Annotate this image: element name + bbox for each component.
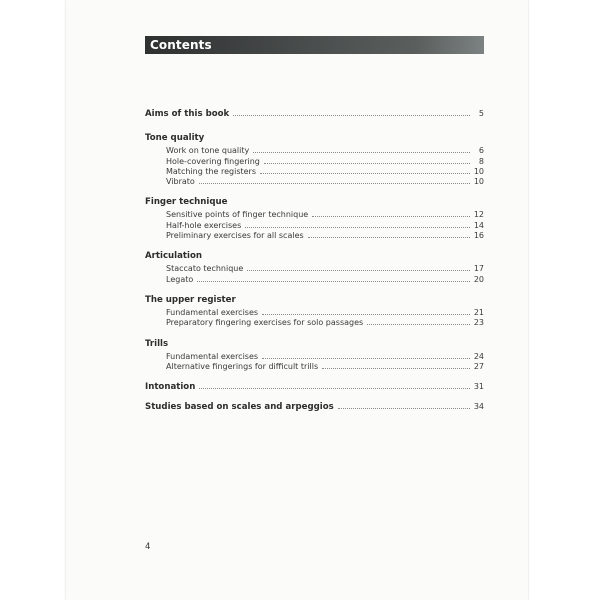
dot-leader xyxy=(245,221,470,228)
dot-leader xyxy=(247,264,470,271)
toc-entry-label: Intonation xyxy=(145,382,196,393)
dot-leader xyxy=(312,210,470,217)
dot-leader xyxy=(233,109,470,116)
toc-entry-page: 8 xyxy=(478,156,484,166)
toc-entry-label: Studies based on scales and arpeggios xyxy=(145,402,334,413)
dot-leader xyxy=(260,167,470,174)
toc-entry-label: Matching the registers xyxy=(166,166,257,176)
toc-entry-label: Vibrato xyxy=(166,177,195,187)
toc-entry-page: 23 xyxy=(473,318,484,328)
toc-entry-label: Work on tone quality xyxy=(166,146,250,156)
dot-leader xyxy=(253,146,470,153)
toc-entry xyxy=(145,221,484,231)
toc-entry-page: 5 xyxy=(478,109,484,118)
toc-entry-label: Preparatory fingering exercises for solo passages xyxy=(166,318,364,328)
contents-header xyxy=(145,36,484,54)
toc-entry-page: 12 xyxy=(473,210,484,220)
toc-entry-studies xyxy=(145,402,484,412)
toc-section-title: Articulation xyxy=(145,251,202,262)
toc-section-title: The upper register xyxy=(145,294,236,305)
toc-entry-page: 24 xyxy=(473,351,484,361)
dot-leader xyxy=(322,362,470,369)
toc-entry-page: 14 xyxy=(473,220,484,230)
dot-leader xyxy=(308,231,470,238)
toc-entry-page: 20 xyxy=(473,274,484,284)
toc-section-articulation xyxy=(145,251,484,285)
dot-leader xyxy=(338,402,470,409)
toc-entry xyxy=(145,157,484,167)
dot-leader xyxy=(199,382,469,389)
toc-entry-label: Aims of this book xyxy=(145,109,230,119)
dot-leader xyxy=(199,177,470,184)
toc-section-trills xyxy=(145,339,484,373)
toc-section-finger-technique xyxy=(145,197,484,241)
dot-leader xyxy=(367,318,470,325)
toc-entry xyxy=(145,231,484,241)
toc-entry-label: Sensitive points of finger technique xyxy=(166,210,309,220)
toc-entry xyxy=(145,362,484,372)
page-title: Contents xyxy=(150,38,212,52)
toc-entry-label: Staccato technique xyxy=(166,264,244,274)
toc-section-title: Finger technique xyxy=(145,197,228,208)
toc-entry-page: 21 xyxy=(473,307,484,317)
toc-section-tone-quality xyxy=(145,133,484,187)
toc-entry xyxy=(145,308,484,318)
toc-entry-label: Alternative fingerings for difficult trills xyxy=(166,361,319,371)
toc-entry-page: 27 xyxy=(473,361,484,371)
toc-entry xyxy=(145,318,484,328)
toc-entry-page: 6 xyxy=(478,146,484,156)
toc-entry xyxy=(145,177,484,187)
toc-entry-label: Fundamental exercises xyxy=(166,351,259,361)
toc-entry-page: 10 xyxy=(473,166,484,176)
toc-entry xyxy=(145,167,484,177)
toc-entry-intonation xyxy=(145,382,484,392)
toc-entry xyxy=(145,275,484,285)
toc-entry xyxy=(145,210,484,220)
toc-entry-page: 10 xyxy=(473,177,484,187)
toc-entry-page: 16 xyxy=(473,231,484,241)
toc-entry-label: Preliminary exercises for all scales xyxy=(166,231,304,241)
toc-entry-label: Fundamental exercises xyxy=(166,307,259,317)
toc-section-title: Trills xyxy=(145,338,169,349)
dot-leader xyxy=(262,308,470,315)
toc-entry-label: Legato xyxy=(166,274,194,284)
toc-entry-aims xyxy=(145,109,484,119)
dot-leader xyxy=(197,275,470,282)
toc-entry-page: 34 xyxy=(473,402,484,412)
toc-entry xyxy=(145,352,484,362)
toc-entry xyxy=(145,264,484,274)
table-of-contents xyxy=(145,109,484,413)
toc-entry-page: 17 xyxy=(473,264,484,274)
page-number: 4 xyxy=(145,542,151,552)
toc-entry xyxy=(145,146,484,156)
toc-entry-page: 31 xyxy=(473,382,484,392)
dot-leader xyxy=(264,157,470,164)
dot-leader xyxy=(262,352,470,359)
toc-entry-label: Hole-covering fingering xyxy=(166,156,260,166)
toc-section-title: Tone quality xyxy=(145,133,205,144)
toc-section-upper-register xyxy=(145,295,484,329)
toc-entry-label: Half-hole exercises xyxy=(166,220,242,230)
